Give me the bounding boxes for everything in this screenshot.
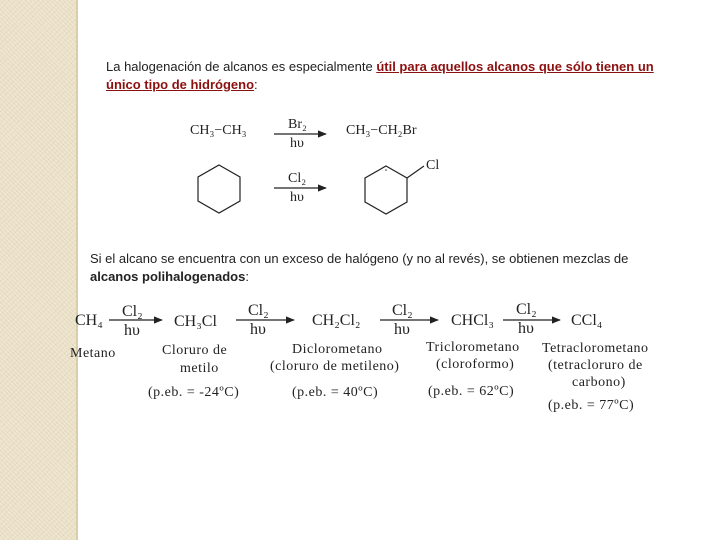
methane-formula: CH₄ — [75, 312, 103, 329]
step1-reagent: Cl₂ — [122, 303, 143, 320]
dichloromethane-alt: (cloruro de metileno) — [270, 359, 400, 374]
excess-end: : — [245, 269, 249, 284]
chloroform-alt: (cloroformo) — [436, 357, 515, 372]
reagent-hv-2: hυ — [290, 190, 304, 205]
ccl4-bp: (p.eb. = 77ºC) — [548, 398, 635, 413]
reagent-hv-1: hυ — [290, 136, 304, 151]
step3-light: hυ — [394, 321, 410, 338]
ccl4-alt-2: carbono) — [572, 375, 626, 390]
chloro-substituent: Cl — [426, 158, 440, 173]
ring-dot — [385, 169, 387, 171]
reagent-cl2: Cl₂ — [288, 171, 307, 186]
dichloromethane-name: Diclorometano — [292, 342, 383, 357]
bromoethane-formula: CH₃−CH₂Br — [346, 123, 417, 138]
chloroform-formula: CHCl₃ — [451, 312, 494, 329]
ethane-formula: CH₃−CH₃ — [190, 123, 247, 138]
chlorocyclohexane-ring — [365, 166, 407, 214]
chloromethane-formula: CH₃Cl — [174, 313, 217, 330]
chloromethane-name-1: Cloruro de — [162, 343, 228, 358]
c-cl-bond — [407, 166, 424, 178]
excess-text: Si el alcano se encuentra con un exceso de halógeno (y no al revés), se obtienen mezclas de — [90, 251, 629, 266]
chloromethane-name-2: metilo — [180, 361, 219, 376]
step4-reagent: Cl₂ — [516, 301, 537, 318]
reagent-br2: Br₂ — [288, 117, 307, 132]
step3-reagent: Cl₂ — [392, 302, 413, 319]
ccl4-name: Tetraclorometano — [542, 341, 649, 356]
intro-highlight: útil para aquellos alcanos que sólo tienen un único tipo de hidrógeno — [106, 59, 654, 92]
methane-name: Metano — [70, 346, 116, 361]
ccl4-alt-1: (tetracloruro de — [548, 358, 643, 373]
step2-reagent: Cl₂ — [248, 302, 269, 319]
step1-light: hυ — [124, 322, 140, 339]
dichloromethane-formula: CH₂Cl₂ — [312, 312, 361, 329]
chloroform-bp: (p.eb. = 62ºC) — [428, 384, 515, 399]
intro-text: La halogenación de alcanos es especialmente — [106, 59, 377, 74]
dichloromethane-bp: (p.eb. = 40ºC) — [292, 385, 379, 400]
excess-bold: alcanos polihalogenados — [90, 269, 246, 284]
chloroform-name: Triclorometano — [426, 340, 520, 355]
cyclohexane-ring — [198, 165, 240, 213]
step4-light: hυ — [518, 320, 534, 337]
ccl4-formula: CCl₄ — [571, 312, 603, 329]
step2-light: hυ — [250, 321, 266, 338]
intro-end: : — [254, 77, 258, 92]
chloromethane-bp: (p.eb. = -24ºC) — [148, 385, 240, 400]
